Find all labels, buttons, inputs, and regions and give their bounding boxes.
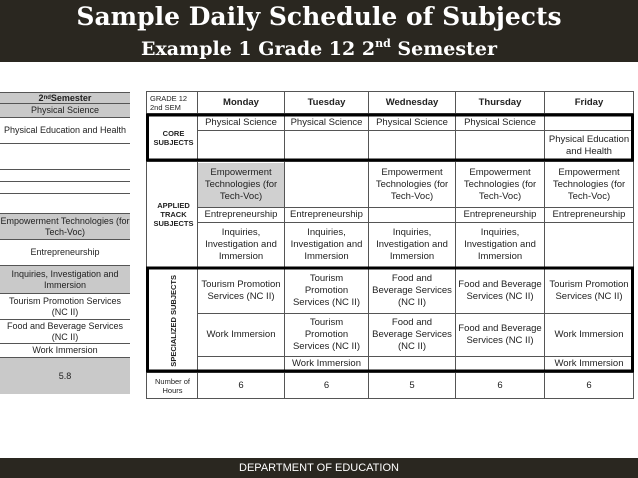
left-blank-row: [0, 170, 130, 182]
left-total-hours: 5.8: [0, 358, 130, 394]
core-cell: Physical Science: [376, 117, 448, 128]
slide-subtitle: Example 1 Grade 12 2nd Semester: [141, 37, 497, 60]
applied-cell: Inquiries, Investigation and Immersion: [464, 227, 536, 262]
left-blank-row: [0, 144, 130, 170]
specialized-cell: Work Immersion: [206, 329, 276, 340]
core-subjects-label: CORE SUBJECTS: [153, 129, 194, 147]
schedule-table: [146, 91, 634, 399]
applied-cell: [369, 208, 455, 222]
specialized-cell: Tourism Promotion Services (NC II): [292, 317, 361, 352]
core-cell: [198, 131, 284, 160]
number-of-hours-label: Number of Hours: [154, 377, 190, 395]
day-header-friday: Friday: [574, 96, 604, 108]
specialized-cell: Food and Beverage Services (NC II): [458, 279, 542, 302]
core-cell: [369, 131, 455, 160]
grade-semester-label: GRADE 12 2nd SEM: [150, 93, 188, 112]
specialized-cell: [198, 357, 284, 371]
specialized-cell: [369, 357, 455, 371]
left-item-entrepreneurship: Entrepreneurship: [0, 240, 130, 266]
applied-cell: [545, 223, 633, 267]
hours-cell: 5: [409, 380, 415, 391]
core-cell: [285, 131, 368, 160]
applied-cell: Inquiries, Investigation and Immersion: [290, 227, 363, 262]
specialized-cell: Tourism Promotion Services (NC II): [549, 279, 629, 302]
hours-cell: 6: [323, 380, 330, 391]
footer-bar: [0, 458, 638, 478]
applied-cell: Empowerment Technologies (for Tech-Voc): [375, 166, 449, 202]
day-header-monday: Monday: [223, 96, 259, 108]
specialized-cell: Food and Beverage Services (NC II): [372, 273, 452, 308]
left-blank-row: [0, 194, 130, 214]
specialized-cell: Food and Beverage Services (NC II): [458, 323, 542, 346]
slide-header: [0, 0, 638, 62]
specialized-cell: [456, 357, 544, 371]
footer-text: DEPARTMENT OF EDUCATION: [239, 462, 399, 474]
specialized-cell: Work Immersion: [554, 329, 624, 340]
core-cell: Physical Science: [464, 117, 536, 128]
day-header-thursday: Thursday: [478, 96, 522, 108]
hours-cell: 6: [497, 380, 503, 391]
applied-cell: Entrepreneurship: [204, 209, 278, 220]
applied-track-subjects-label: APPLIED TRACK SUBJECTS: [153, 201, 194, 228]
specialized-cell: Work Immersion: [554, 358, 624, 369]
applied-cell: [285, 162, 368, 207]
applied-cell: Inquiries, Investigation and Immersion: [376, 227, 448, 262]
applied-cell: Inquiries, Investigation and Immersion: [205, 227, 277, 262]
left-item-physical-science: Physical Science: [0, 104, 130, 118]
applied-cell: Empowerment Technologies (for Tech-Voc): [204, 166, 278, 202]
core-cell: [456, 131, 544, 160]
left-item-inquiries: Inquiries, Investigation and Immersion: [0, 266, 130, 294]
applied-cell: Empowerment Technologies (for Tech-Voc): [552, 166, 626, 202]
left-item-food-beverage: Food and Beverage Services (NC II): [0, 320, 130, 344]
core-cell: Physical Education and Health: [548, 133, 630, 157]
specialized-cell: Tourism Promotion Services (NC II): [292, 273, 361, 308]
applied-cell: Empowerment Technologies (for Tech-Voc): [463, 166, 537, 202]
hours-cell: 6: [238, 380, 244, 391]
day-header-tuesday: Tuesday: [307, 96, 346, 108]
left-panel-heading: 2 nd Semester: [0, 92, 130, 104]
left-item-tourism: Tourism Promotion Services (NC II): [0, 294, 130, 320]
core-cell: Physical Science: [205, 117, 277, 128]
core-cell: Physical Science: [290, 117, 363, 128]
specialized-cell: Tourism Promotion Services (NC II): [201, 279, 281, 302]
specialized-subjects-label: SPECIALIZED SUBJECTS: [169, 274, 178, 367]
slide-title: Sample Daily Schedule of Subjects: [76, 2, 562, 31]
applied-cell: Entrepreneurship: [463, 209, 537, 220]
left-blank-row: [0, 182, 130, 194]
applied-cell: Entrepreneurship: [290, 209, 363, 220]
specialized-cell: Work Immersion: [292, 358, 361, 369]
day-header-wednesday: Wednesday: [385, 96, 439, 108]
specialized-cell: Food and Beverage Services (NC II): [372, 317, 452, 352]
core-cell: [545, 116, 633, 130]
left-item-work-immersion: Work Immersion: [0, 344, 130, 358]
applied-cell: Entrepreneurship: [552, 209, 626, 220]
left-item-pe-health: Physical Education and Health: [0, 118, 130, 144]
left-item-empowerment: Empowerment Technologies (for Tech-Voc): [0, 214, 130, 240]
hours-cell: 6: [586, 380, 592, 391]
